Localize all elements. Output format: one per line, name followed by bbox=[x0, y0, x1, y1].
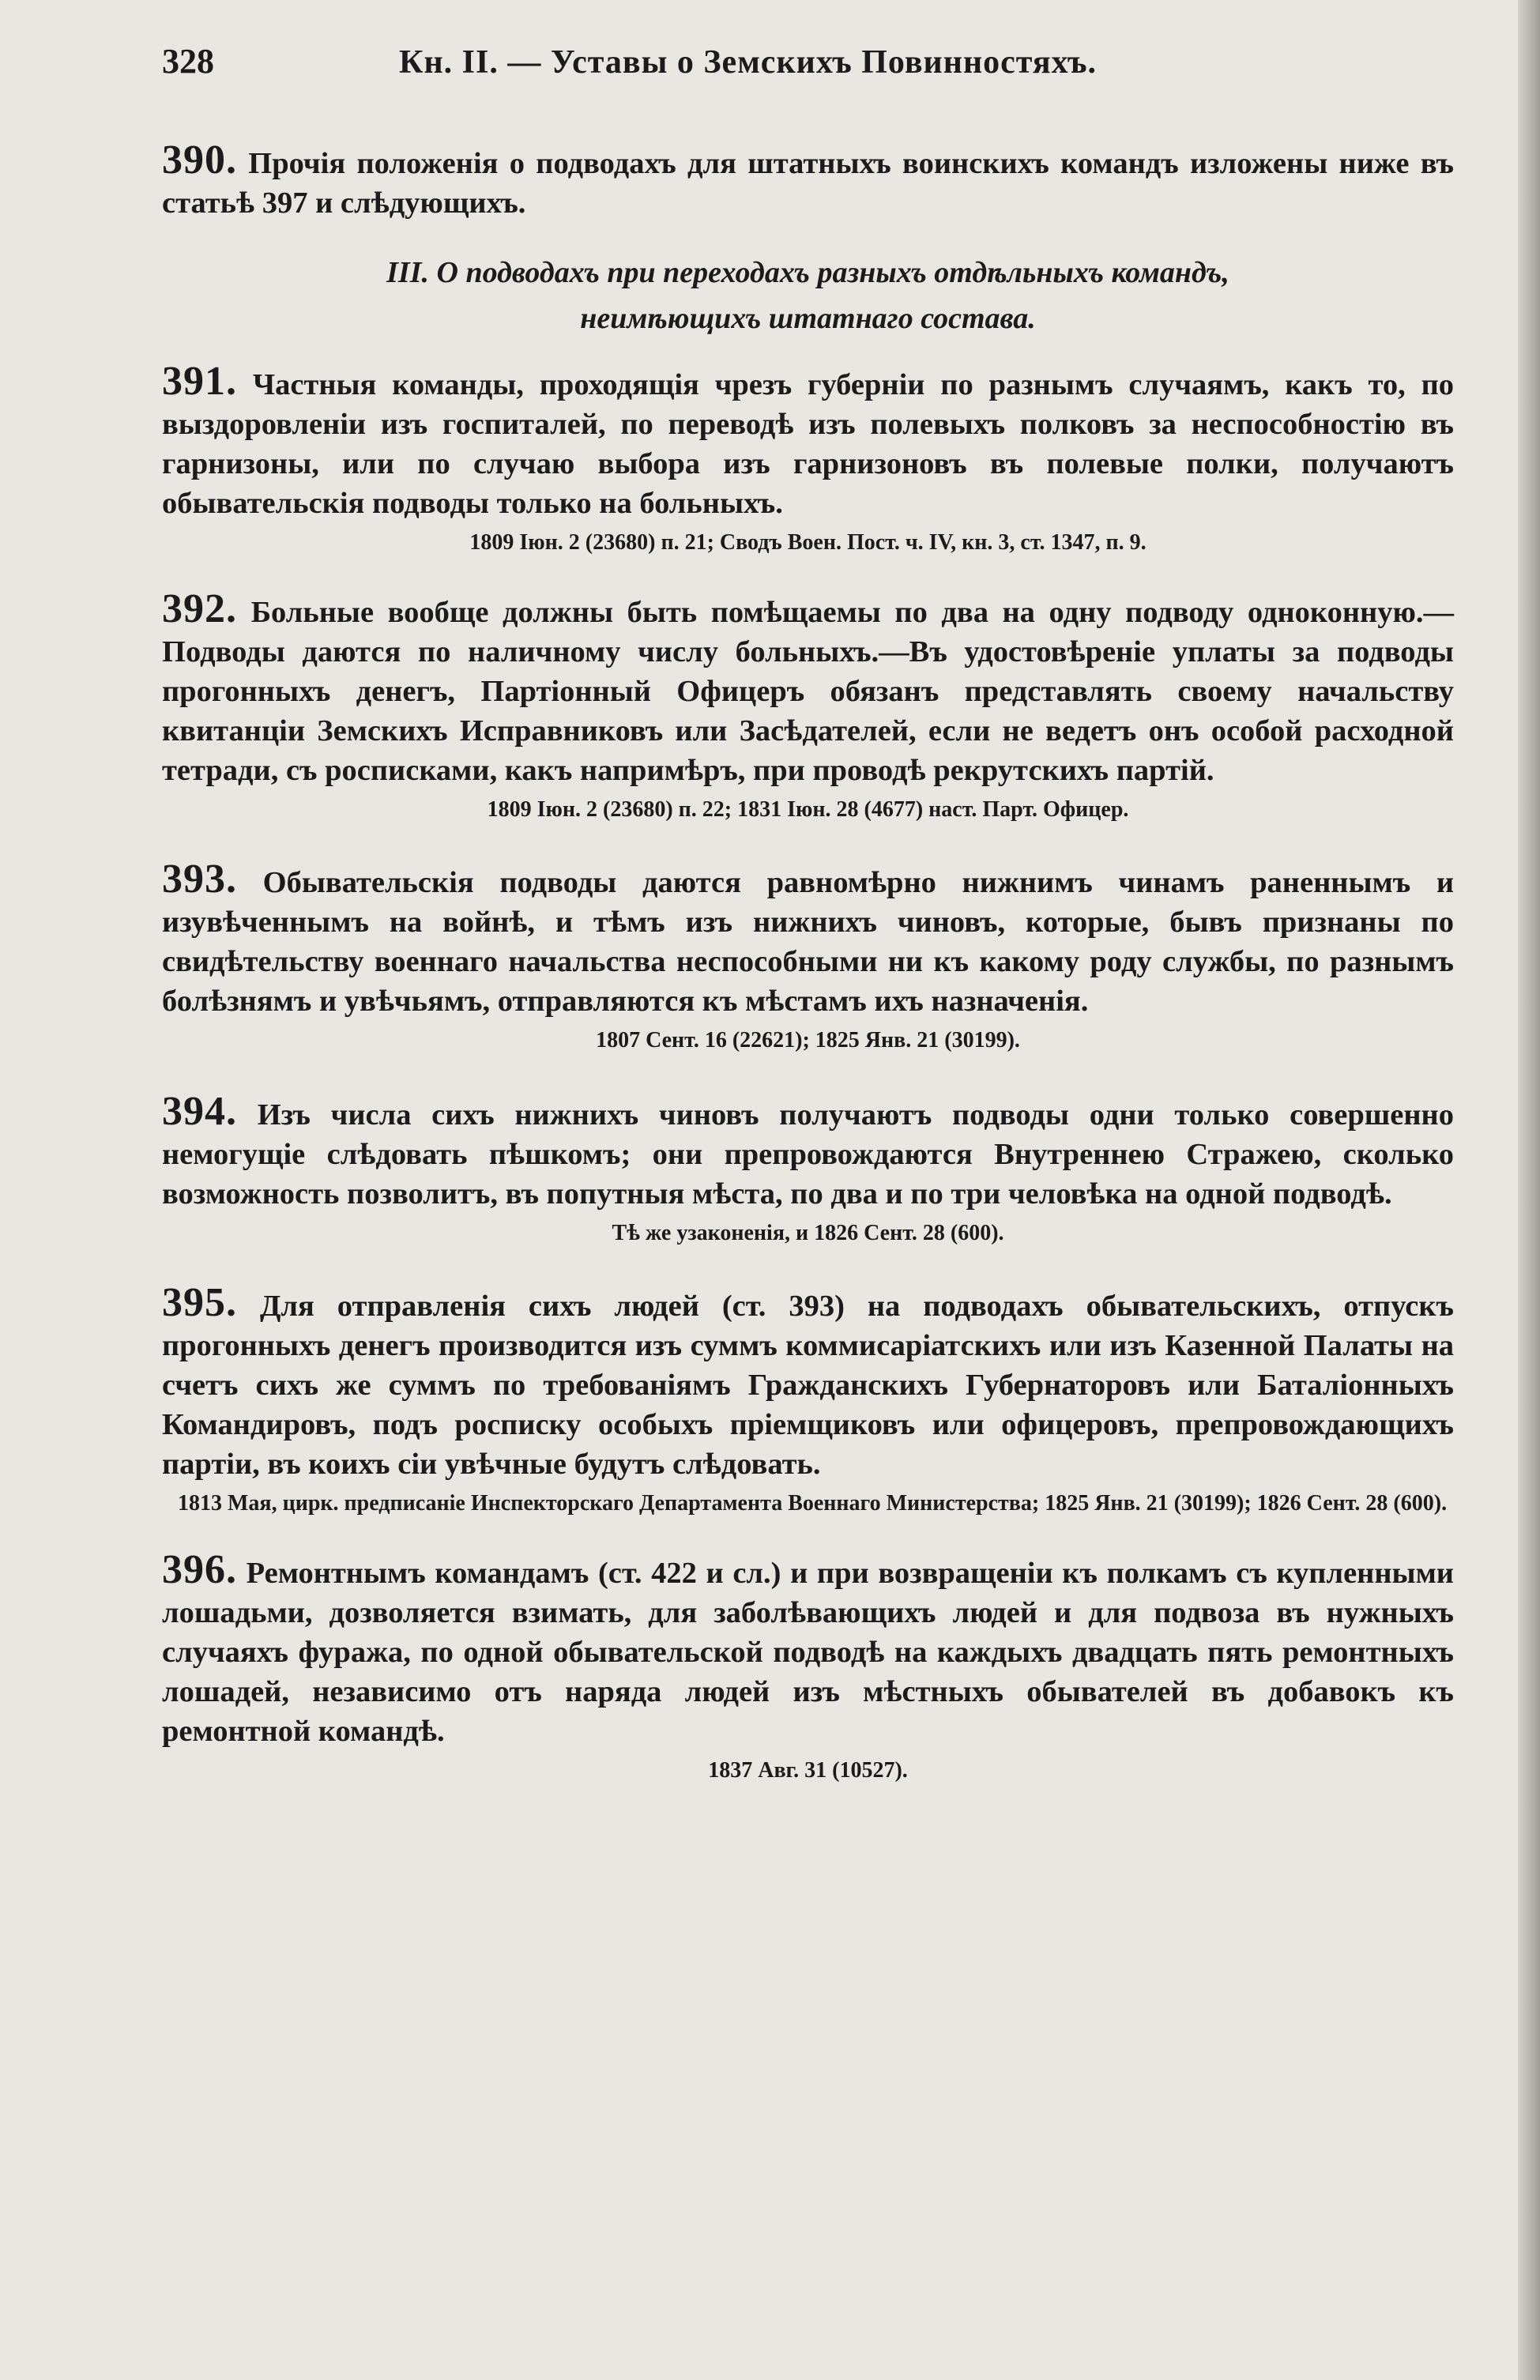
article-394-paragraph bbox=[162, 1089, 1454, 1214]
article-citation: 1809 Іюн. 2 (23680) п. 22; 1831 Іюн. 28 (4677) наст. Парт. Офицер. bbox=[487, 797, 1129, 822]
article-number: 396. bbox=[162, 1547, 237, 1592]
article-393-paragraph bbox=[162, 857, 1455, 1021]
article-text: Прочія положенія о подводахъ для штатныхъ воинскихъ командъ изложены ниже въ статьѣ 397 и слѣдующихъ. bbox=[162, 147, 1454, 220]
article-text: Ремонтнымъ командамъ (ст. 422 и сл.) и при возвращеніи къ полкамъ съ купленными лошадьми, дозволяется взимать, для заболѣвающихъ людей и для подвоза въ нужныхъ случаяхъ фуража, по одной обывательской подводѣ на каждыхъ двадцать пять ремонтныхъ лошадей, независимо отъ наряда людей изъ мѣстныхъ обывателей въ добавокъ къ ремонтной командѣ. bbox=[162, 1557, 1454, 1748]
page-number: 328 bbox=[162, 42, 214, 81]
article-391-paragraph bbox=[162, 359, 1454, 523]
article-text: Изъ числа сихъ нижнихъ чиновъ получаютъ подводы одни только совершенно немогущіе слѣдовать пѣшкомъ; они препровождаются Внутреннею Стражею, сколько возможность позволитъ, въ попутныя мѣста, по два и по три человѣка на одной подводѣ. bbox=[162, 1098, 1454, 1211]
article-393 bbox=[162, 857, 1455, 1056]
article-text: Обывательскія подводы даются равномѣрно нижнимъ чинамъ раненнымъ и изувѣченнымъ на войнѣ, и тѣмъ изъ нижнихъ чиновъ, которые, бывъ признаны по свидѣтельству военнаго начальства неспособными ни къ какому роду службы, по разнымъ болѣзнямъ и увѣчьямъ, отправляются къ мѣстамъ ихъ назначенія. bbox=[162, 866, 1455, 1018]
section-heading-line-1: III. О подводахъ при переходахъ разныхъ отдѣльныхъ командъ, bbox=[386, 256, 1229, 289]
article-392-paragraph bbox=[162, 586, 1454, 790]
running-head bbox=[162, 41, 1454, 88]
article-citation: 1837 Авг. 31 (10527). bbox=[708, 1758, 908, 1783]
article-395-paragraph bbox=[162, 1280, 1454, 1484]
article-391 bbox=[162, 359, 1454, 558]
article-396 bbox=[162, 1547, 1454, 1786]
article-number: 394. bbox=[162, 1089, 237, 1134]
article-citation: 1809 Іюн. 2 (23680) п. 21; Сводъ Воен. Пост. ч. IV, кн. 3, ст. 1347, п. 9. bbox=[469, 530, 1147, 555]
article-number: 391. bbox=[162, 359, 237, 404]
article-citation: Тѣ же узаконенія, и 1826 Сент. 28 (600). bbox=[612, 1221, 1004, 1245]
article-392 bbox=[162, 586, 1454, 825]
running-title: Кн. II. — Уставы о Земскихъ Повинностяхъ. bbox=[399, 44, 1097, 81]
article-text: Частныя команды, проходящія чрезъ губерніи по разнымъ случаямъ, какъ то, по выздоровленіи изъ госпиталей, по переводѣ изъ полевыхъ полковъ за неспособностію въ гарнизоны, или по случаю выбора изъ гарнизоновъ въ полевые полки, получаютъ обывательскія подводы только на больныхъ. bbox=[162, 368, 1454, 520]
page-edge-shadow bbox=[1518, 0, 1540, 2380]
article-citation: 1813 Мая, цирк. предписаніе Инспекторскаго Департамента Военнаго Министерства; 1825 Янв. 21 (30199); 1826 Сент. 28 (600). bbox=[178, 1491, 1448, 1516]
article-number: 393. bbox=[162, 857, 237, 902]
article-text: Больные вообще должны быть помѣщаемы по два на одну подводу одноконную.—Подводы даются по наличному числу больныхъ.—Въ удостовѣреніе уплаты за подводы прогонныхъ денегъ, Партіонный Офицеръ обязанъ представлять своему начальству квитанціи Земскихъ Исправниковъ или Засѣдателей, если не ведетъ онъ особой расходной тетради, съ росписками, какъ напримѣръ, при проводѣ рекрутскихъ партій. bbox=[162, 596, 1454, 787]
section-heading bbox=[162, 250, 1454, 341]
page-content bbox=[162, 41, 1454, 1786]
article-number: 390. bbox=[162, 137, 237, 183]
article-395 bbox=[162, 1280, 1454, 1519]
section-heading-line-2: неимѣющихъ штатнаго состава. bbox=[580, 302, 1036, 335]
article-390 bbox=[162, 137, 1454, 223]
article-394 bbox=[162, 1089, 1454, 1248]
article-396-paragraph bbox=[162, 1547, 1454, 1751]
article-text: Для отправленія сихъ людей (ст. 393) на подводахъ обывательскихъ, отпускъ прогонныхъ денегъ производится изъ суммъ коммисаріатскихъ или изъ Казенной Палаты на счетъ сихъ же суммъ по требованіямъ Гражданскихъ Губернаторовъ или Баталіонныхъ Командировъ, подъ росписку особыхъ пріемщиковъ или офицеровъ, препровождающихъ партіи, въ коихъ сіи увѣчные будутъ слѣдовать. bbox=[162, 1290, 1454, 1481]
article-number: 392. bbox=[162, 586, 237, 631]
article-citation: 1807 Сент. 16 (22621); 1825 Янв. 21 (30199). bbox=[596, 1028, 1020, 1053]
article-390-paragraph bbox=[162, 137, 1454, 223]
article-number: 395. bbox=[162, 1280, 237, 1325]
